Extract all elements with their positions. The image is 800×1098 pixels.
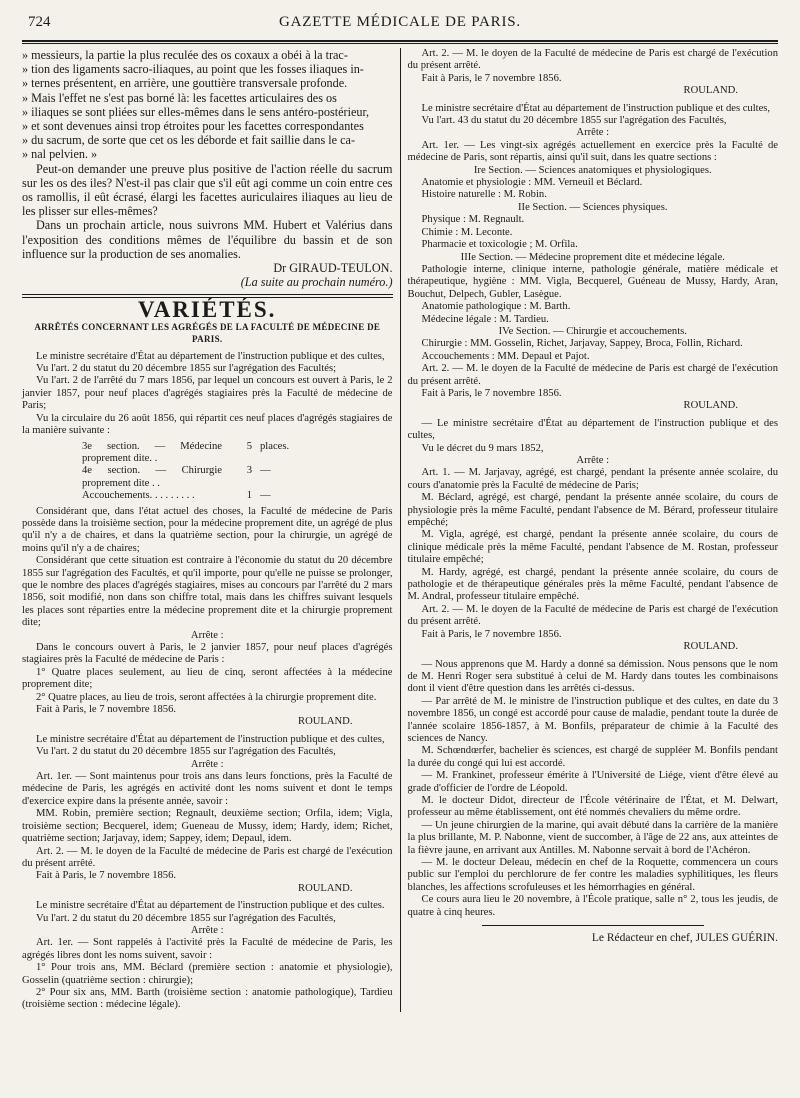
paragraph: Peut-on demander une preuve plus positive de l'action réelle du sacrum sur les os des iles? N'est-il pas clair que s'il eût agi comme un coin entre ces os ramollis, il eût écrasé, élargi les facettes auriculaires iliaques au lieu de les plisser sur elles-mêmes? [22, 161, 393, 219]
paragraph: Art. 2. — M. le doyen de la Faculté de médecine de Paris est chargé de l'exécution du présent arrêté. [22, 845, 393, 869]
section-subtitle: ARRÊTÉS CONCERNANT LES AGRÉGÉS DE LA FACULTÉ DE MÉDECINE DE PARIS. [34, 321, 381, 345]
paragraph: Vu l'art. 2 du statut du 20 décembre 1855 sur l'agrégation des Facultés, [36, 912, 336, 924]
paragraph: Vu la circulaire du 26 août 1856, qui répartit ces neuf places d'agrégés stagiaires de la manière suivante : [22, 412, 393, 437]
news-item: — Un jeune chirurgien de la marine, qui avait débuté dans la carrière de la manière la plus brillante, M. P. Nabonne, vient de succomber, à l'âge de 22 ans, aux atteintes de la fièvre jaune, en arrivant aux Antilles. M. Nabonne servait à bord de l'Achéron. [407, 819, 778, 856]
paragraph: MM. Robin, première section; Regnault, deuxième section; Orfila, idem; Vigla, troisième section; Becquerel, idem; Gueneau de Mussy, idem; Hardy, idem; Richet, quatrième section; Jarjavay, idem; Sappey, idem; Depaul, idem. [22, 808, 393, 845]
paragraph: Vu le décret du 9 mars 1852, [421, 442, 544, 454]
paragraph: M. Béclard, agrégé, est chargé, pendant la présente année scolaire, du cours de physiologie près la même Faculté, pendant l'absence de M. Bérard, professeur titulaire empêché; [407, 492, 778, 529]
quote-line: » ternes présentent, en arrière, une gouttière transversale profonde. [22, 76, 348, 91]
paragraph: Art. 1er. — Sont maintenus pour trois ans dans leurs fonctions, près la Faculté de médecine de Paris, les agrégés en activité dont les noms suivent et dont le temps d'exercice expire dans la présente année, savoir : [22, 771, 393, 807]
paragraph: Fait à Paris, le 7 novembre 1856. [421, 72, 562, 84]
paragraph: 2° Pour six ans, MM. Barth (troisième section : anatomie pathologique), Tardieu (troisième section : médecine légale). [22, 986, 393, 1011]
quote-line: » du sacrum, de sorte que cet os les déborde et fait saillie dans le ca- [22, 133, 356, 148]
paragraph: Art. 2. — M. le doyen de la Faculté de médecine de Paris est chargé de l'exécution du présent arrêté. [407, 603, 778, 628]
paragraph: Histoire naturelle : M. Robin. [421, 189, 547, 201]
right-column [400, 48, 779, 1012]
news-item: M. Schœndœrfer, bachelier ès sciences, est chargé de suppléer M. Bonfils pendant la durée du congé qui lui est accordé. [407, 745, 778, 769]
paragraph: Chimie : M. Leconte. [421, 226, 513, 238]
paragraph: 1° Quatre places seulement, au lieu de cinq, seront affectées à la médecine proprement dite; [22, 666, 393, 691]
author-signature: Dr GIRAUD-TEULON. [273, 261, 393, 276]
paragraph: Considérant que cette situation est contraire à l'économie du statut du 20 décembre 1855 sur l'agrégation des Facultés, et qu'il importe, pour qu'elle ne puisse se prolonger, que le nombre des places d'agrégés stagiaires, mises au concours par l'arrêté du 2 mars 1856, soit modifié, non dans son chiffre total, mais dans les chiffres suivant lesquels les places sont réparties entre la médecine proprement dite et la chirurgie proprement dite; [22, 555, 393, 629]
paragraph: M. Vigla, agrégé, est chargé, pendant la présente année scolaire, du cours de clinique médicale près la même Faculté, pendant l'absence de M. Rostan, professeur titulaire empêché; [407, 529, 778, 566]
paragraph: Vu l'art. 2 du statut du 20 décembre 1855 sur l'agrégation des Facultés; [36, 363, 337, 375]
signature: ROULAND. [298, 716, 353, 728]
paragraph: Le ministre secrétaire d'État au département de l'instruction publique et des cultes. [36, 900, 385, 912]
journal-title: GAZETTE MÉDICALE DE PARIS. [279, 14, 521, 30]
paragraph: Art. 1er. — Les vingt-six agrégés actuellement en exercice près la Faculté de médecine de Paris, sont répartis, ainsi qu'il suit, dans les quatre sections : [407, 139, 778, 164]
quote-line: » et sont devenues ainsi trop étroites pour les facettes correspondantes [22, 119, 364, 134]
paragraph: Considérant que, dans l'état actuel des choses, la Faculté de médecine de Paris possède dans la troisième section, pour la médecine proprement dite, un agrégé de plus qu'il n'y a de chaires, et dans la quatrième section, pour la chirurgie, un agrégé de moins qu'il n'y a de chaires; [22, 505, 393, 554]
arrete-heading: Arrête : [190, 924, 224, 936]
paragraph: Anatomie pathologique : M. Barth. [421, 301, 571, 313]
quote-line: » iliaques se sont pliées sur elles-mêmes dans le sens antéro-postérieur, [22, 104, 370, 119]
paragraph: Dans un prochain article, nous suivrons MM. Hubert et Valérius dans l'exposition des conditions mêmes de l'équilibre du bassin et de son influence sur la production de ses anomalies. [22, 218, 393, 261]
paragraph: Fait à Paris, le 7 novembre 1856. [36, 870, 177, 882]
news-item: — Par arrêté de M. le ministre de l'instruction publique et des cultes, en date du 3 novembre 1856, un congé est accordé pour cause de maladie, pendant toute la durée de l'année scolaire 1856-1857, à M. Bonfils, préparateur de chimie à la Faculté des sciences de Nancy. [407, 695, 778, 744]
quote-line: » tion des ligaments sacro-iliaques, au point que les fosses iliaques in- [22, 62, 364, 77]
paragraph: Art. 1er. — Sont rappelés à l'activité près la Faculté de médecine de Paris, les agrégés libres dont les noms suivent, savoir : [22, 937, 393, 961]
paragraph: Médecine légale : M. Tardieu. [421, 313, 549, 325]
paragraph: — Le ministre secrétaire d'État au département de l'instruction publique et des cultes, [407, 417, 778, 442]
paragraph: Art. 2. — M. le doyen de la Faculté de médecine de Paris est chargé de l'exécution du présent arrêté. [407, 363, 778, 387]
section-heading: IIIe Section. — Médecine proprement dite et médecine légale. [460, 251, 725, 263]
paragraph: Le ministre secrétaire d'État au département de l'instruction publique et des cultes, [36, 350, 385, 362]
paragraph: M. Hardy, agrégé, est chargé, pendant la présente année scolaire, du cours de pathologie et de thérapeutique générales près la même Faculté, pendant l'absence de M. Andral, professeur titulaire empêché. [407, 566, 778, 603]
paragraph: Anatomie et physiologie : MM. Verneuil et Béclard. [421, 177, 643, 189]
continuation-note: (La suite au prochain numéro.) [240, 275, 393, 290]
paragraph: Fait à Paris, le 7 novembre 1856. [36, 704, 177, 716]
paragraph: Le ministre secrétaire d'État au département de l'instruction publique et des cultes, [36, 733, 385, 745]
table-row: Accouchements. . . . . . . . . 1 — [82, 490, 271, 502]
quote-line: » messieurs, la partie la plus reculée des os coxaux a obéi à la trac- [22, 48, 348, 62]
table-row: 4e section. — Chirurgie proprement dite . . 3 — [82, 465, 271, 489]
arrete-heading: Arrête : [190, 758, 224, 770]
paragraph: 1° Pour trois ans, MM. Béclard (première section : anatomie et physiologie), Gosselin (quatrième section : chirurgie); [22, 962, 393, 986]
quote-block [22, 48, 393, 289]
signature: ROULAND. [298, 882, 353, 894]
paragraph: Pharmacie et toxicologie ; M. Orfila. [421, 239, 578, 251]
page-header [22, 14, 778, 36]
paragraph: Vu l'art. 2 du statut du 20 décembre 1855 sur l'agrégation des Facultés, [36, 746, 336, 758]
table-row: 3e section. — Médecine proprement dite. . 5 places. [82, 440, 290, 464]
signature: ROULAND. [683, 85, 738, 97]
news-item: — M. Frankinet, professeur émérite à l'Université de Liége, vient d'être élevé au grade d'officier de l'ordre de Léopold. [407, 770, 778, 794]
news-item: Ce cours aura lieu le 20 novembre, à l'École pratique, salle n° 2, tous les jeudis, de quatre à cinq heures. [407, 894, 778, 918]
news-item: — Nous apprenons que M. Hardy a donné sa démission. Nous pensons que le nom de M. Henri Roger sera substitué à celui de M. Hardy dans toutes les combinaisons dont il vient d'être question dans les arrêtés ci-dessus. [407, 658, 778, 695]
arrete-heading: Arrête : [190, 629, 224, 641]
news-item: — M. le docteur Deleau, médecin en chef de la Roquette, commencera un cours public sur l'emploi du perchlorure de fer contre les maladies syphilitiques, les fleurs blanches, les affections scrofuleuses et les hémorrhagies en général. [407, 857, 778, 893]
closing-rule [482, 925, 704, 926]
quote-line: » Mais l'effet ne s'est pas borné là: les facettes articulaires des os [22, 90, 337, 105]
paragraph: Chirurgie : MM. Gosselin, Richet, Jarjavay, Sappey, Broca, Follin, Richard. [421, 338, 743, 350]
places-table [82, 441, 393, 503]
paragraph: 2° Quatre places, au lieu de trois, seront affectées à la chirurgie proprement dite. [36, 691, 377, 703]
paragraph: Vu l'art. 43 du statut du 20 décembre 1855 sur l'agrégation des Facultés, [421, 115, 727, 127]
signature: ROULAND. [683, 641, 738, 653]
paragraph: Art. 1. — M. Jarjavay, agrégé, est chargé, pendant la présente année scolaire, du cours d'anatomie près la Faculté de médecine de Paris; [407, 467, 778, 491]
paragraph: Physique : M. Regnault. [421, 214, 525, 226]
paragraph: Pathologie interne, clinique interne, pathologie générale, matière médicale et thérapeutique, hygiène : MM. Vigla, Becquerel, Guéneau de Mussy, Hardy, Aran, Bouchut, Delpech, Gubler, Lasègue. [407, 263, 778, 300]
quote-line: » nal pelvien. » [22, 147, 98, 162]
left-column [22, 48, 400, 1012]
header-rule [22, 40, 778, 44]
paragraph: Le ministre secrétaire d'État au département de l'instruction publique et des cultes, [421, 102, 771, 114]
arrete-heading: Arrête : [576, 455, 610, 466]
section-heading: IIe Section. — Sciences physiques. [518, 201, 668, 213]
paragraph: Vu l'art. 2 de l'arrêté du 7 mars 1856, par lequel un concours est ouvert à Paris, le 2 janvier 1857, pour neuf places d'agrégés stagiaires près la Faculté de médecine de Paris; [22, 375, 393, 412]
section-heading: IVe Section. — Chirurgie et accouchements. [498, 325, 687, 337]
columns [22, 48, 778, 1012]
paragraph: Art. 2. — M. le doyen de la Faculté de médecine de Paris est chargé de l'exécution du présent arrêté. [407, 48, 778, 72]
paragraph: Fait à Paris, le 7 novembre 1856. [421, 628, 562, 640]
section-title: VARIÉTÉS. [138, 297, 277, 323]
paragraph: Fait à Paris, le 7 novembre 1856. [421, 387, 562, 399]
arrete-heading: Arrête : [576, 127, 610, 139]
signature: ROULAND. [683, 400, 738, 412]
page-number: 724 [28, 14, 51, 30]
editor-signature: Le Rédacteur en chef, JULES GUÉRIN. [591, 932, 778, 945]
section-heading: Ire Section. — Sciences anatomiques et physiologiques. [473, 164, 712, 176]
news-item: M. le docteur Didot, directeur de l'École vétérinaire de l'État, et M. Delwart, professeur au même établissement, ont été nommés chevaliers du même ordre. [407, 794, 778, 819]
paragraph: Dans le concours ouvert à Paris, le 2 janvier 1857, pour neuf places d'agrégés stagiaires près la Faculté de médecine de Paris : [22, 642, 393, 666]
section-divider [22, 294, 393, 295]
paragraph: Accouchements : MM. Depaul et Pajot. [421, 350, 590, 362]
